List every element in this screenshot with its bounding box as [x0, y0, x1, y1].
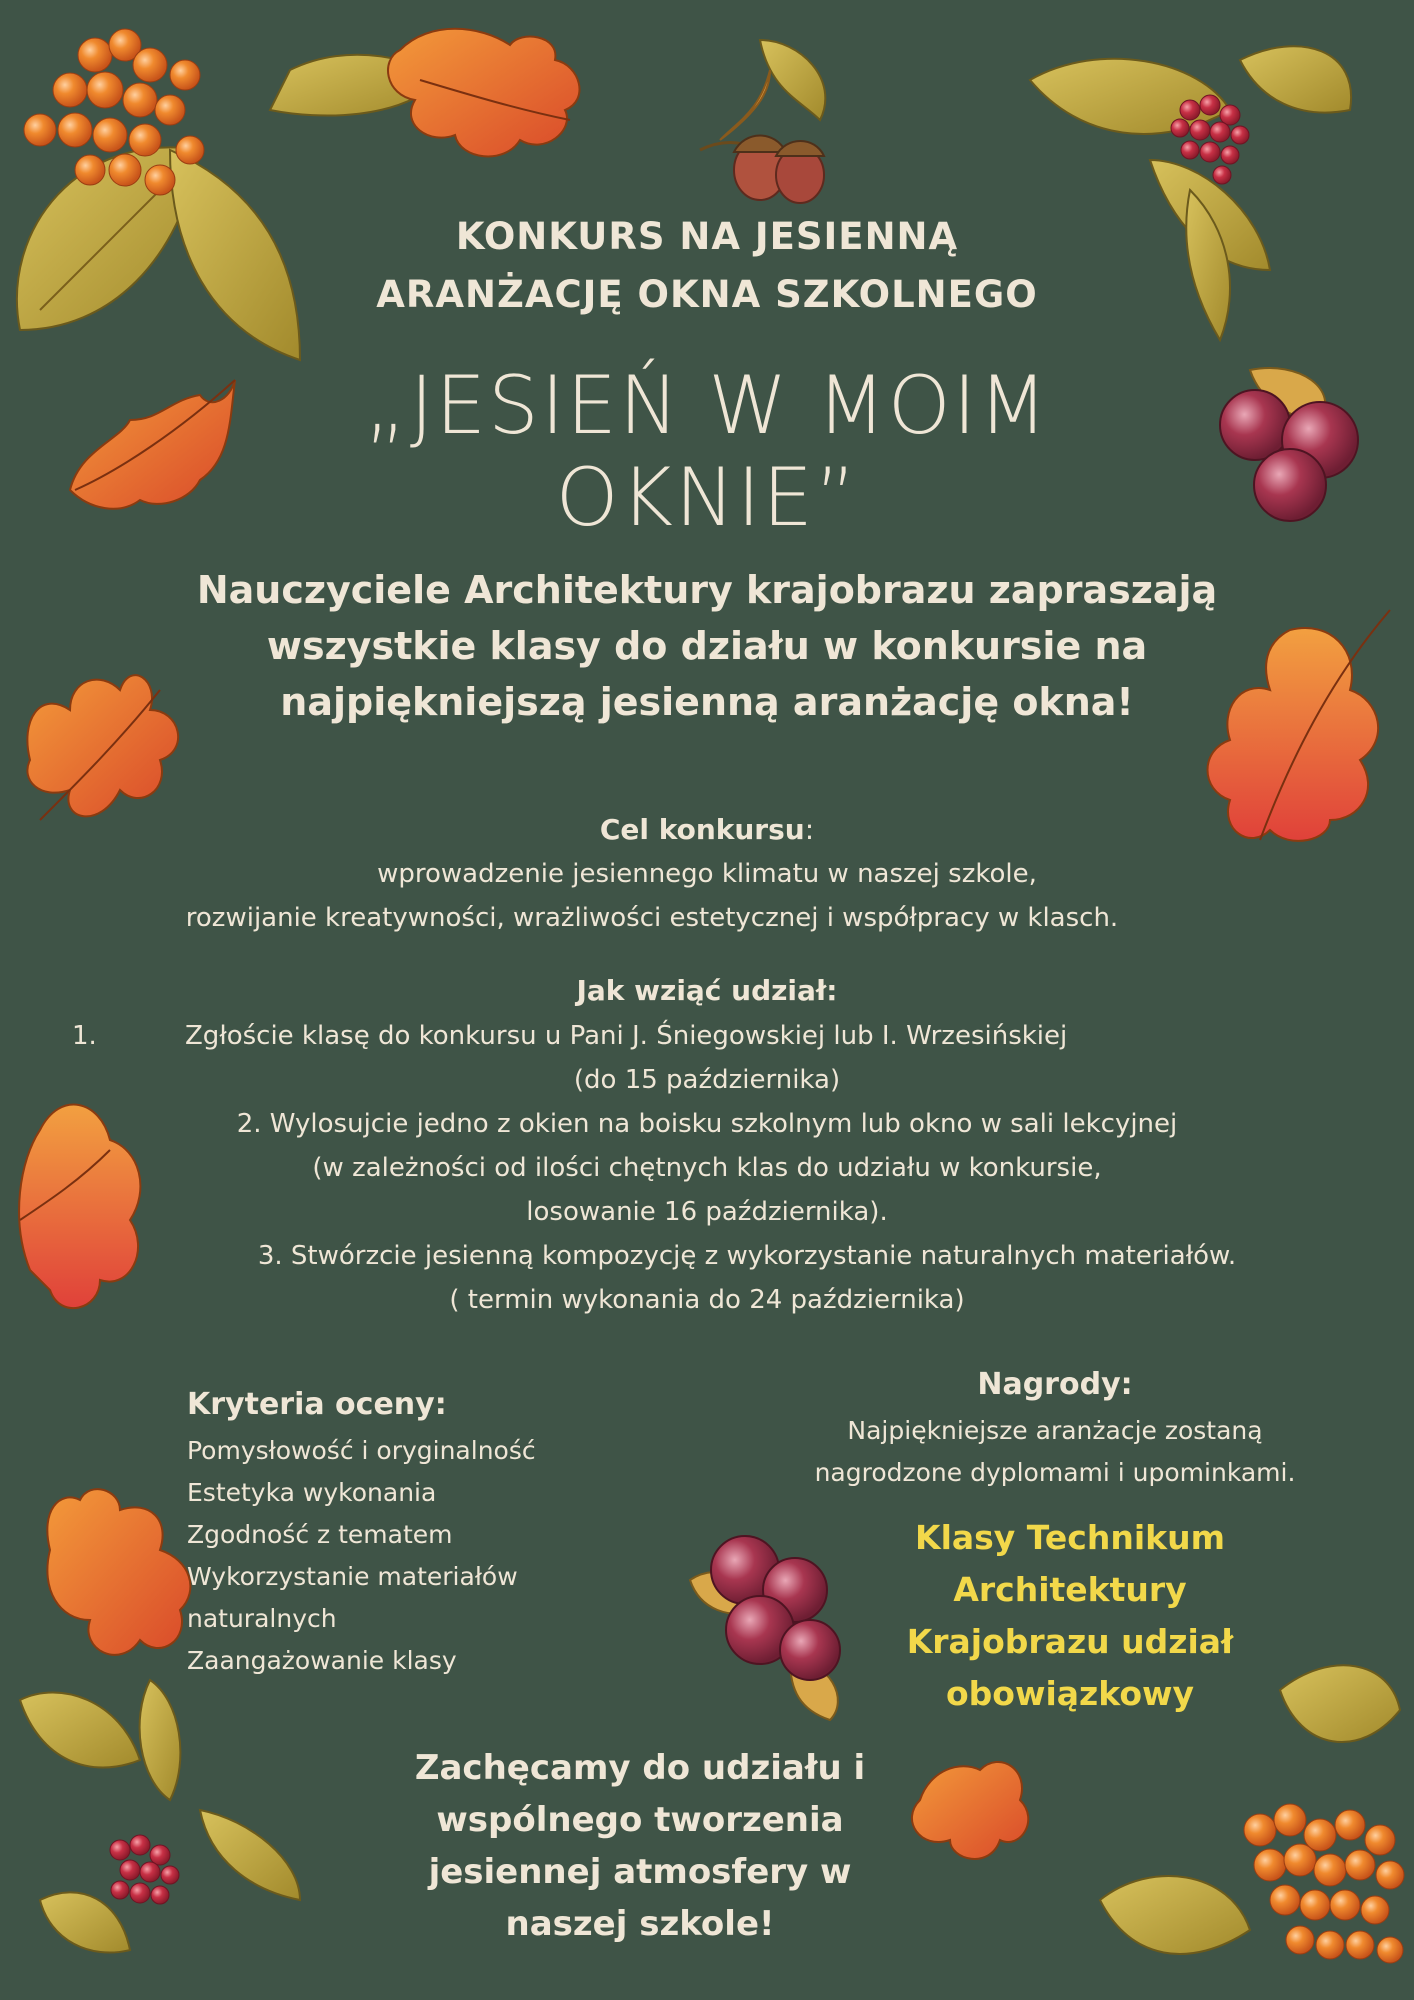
intro-text [0, 562, 1414, 730]
center-cherries-icon [690, 1536, 840, 1720]
criteria-item: naturalnych [187, 1604, 337, 1633]
criteria-item: Zgodność z tematem [187, 1520, 453, 1549]
step-1-note: (do 15 października) [573, 1065, 841, 1095]
criteria-heading: Kryteria oceny: [187, 1387, 447, 1422]
criteria-item: Estetyka wykonania [187, 1478, 437, 1507]
notice-line-4: obowiązkowy [946, 1674, 1194, 1713]
step-2-line-3: losowanie 16 października). [526, 1197, 888, 1227]
step-1-text: Zgłoście klasę do konkursu u Pani J. Śniegowskiej lub I. Wrzesińskiej [185, 1021, 1068, 1051]
closing-line-3: jesiennej atmosfery w [428, 1852, 852, 1892]
intro-line-3: najpiękniejszą jesienną aranżację okna! [280, 680, 1134, 724]
page-title [0, 360, 1414, 544]
oak-leaf-icon [388, 29, 579, 157]
criteria-item: Zaangażowanie klasy [187, 1646, 457, 1675]
notice-line-1: Klasy Technikum [915, 1518, 1225, 1557]
criteria-section [187, 1380, 667, 1682]
step-1-number: 1. [72, 1021, 97, 1051]
bottom-left-berry-branch-icon [20, 1680, 300, 1953]
prizes-line-2: nagrodzone dyplomami i upominkami. [814, 1458, 1296, 1487]
intro-line-2: wszystkie klasy do działu w konkursie na [266, 624, 1148, 668]
closing-line-2: wspólnego tworzenia [436, 1800, 844, 1840]
criteria-item: Pomysłowość i oryginalność [187, 1436, 536, 1465]
how-section [0, 968, 1414, 1322]
closing-message [370, 1742, 910, 1950]
bottom-center-leaf-icon [912, 1762, 1028, 1859]
step-2-line-2: (w zależności od ilości chętnych klas do udziału w konkursie, [312, 1153, 1102, 1183]
step-3-line-2: ( termin wykonania do 24 października) [449, 1285, 965, 1315]
title-line-1: „JESIEŃ W MOIM [364, 359, 1050, 452]
goal-heading: Cel konkursu [599, 813, 805, 846]
goal-heading-row [0, 808, 1414, 852]
how-heading: Jak wziąć udział: [576, 974, 838, 1007]
goal-line-1: wprowadzenie jesiennego klimatu w naszej szkole, [377, 859, 1037, 889]
criteria-item: Wykorzystanie materiałów [187, 1562, 518, 1591]
mandatory-notice [860, 1512, 1280, 1720]
step-2-line-1: 2. Wylosujcie jedno z okien na boisku szkolnym lub okno w sali lekcyjnej [236, 1109, 1178, 1139]
prizes-heading: Nagrody: [977, 1367, 1133, 1402]
intro-line-1: Nauczyciele Architektury krajobrazu zapraszają [196, 568, 1218, 612]
prizes-line-1: Najpiękniejsze aranżacje zostaną [847, 1416, 1263, 1445]
goal-line-2: rozwijanie kreatywności, wrażliwości estetycznej i współpracy w klasch. [185, 903, 1119, 933]
step-1 [0, 1014, 1414, 1058]
subtitle-line-2: ARANŻACJĘ OKNA SZKOLNEGO [376, 273, 1038, 316]
notice-line-2: Architektury [953, 1570, 1187, 1609]
notice-line-3: Krajobrazu udział [906, 1622, 1234, 1661]
subtitle [0, 208, 1414, 324]
closing-line-4: naszej szkole! [505, 1904, 775, 1944]
prizes-section [735, 1360, 1375, 1494]
goal-section [0, 808, 1414, 940]
step-3-line-1: 3. Stwórzcie jesienną kompozycję z wykorzystanie naturalnych materiałów. [257, 1241, 1237, 1271]
left-lower-leaf-icon [47, 1489, 190, 1655]
goal-heading-colon: : [804, 813, 815, 846]
subtitle-line-1: KONKURS NA JESIENNĄ [455, 215, 959, 258]
closing-line-1: Zachęcamy do udziału i [414, 1748, 866, 1788]
acorn-icon [700, 40, 825, 203]
title-line-2: OKNIE” [555, 451, 859, 544]
